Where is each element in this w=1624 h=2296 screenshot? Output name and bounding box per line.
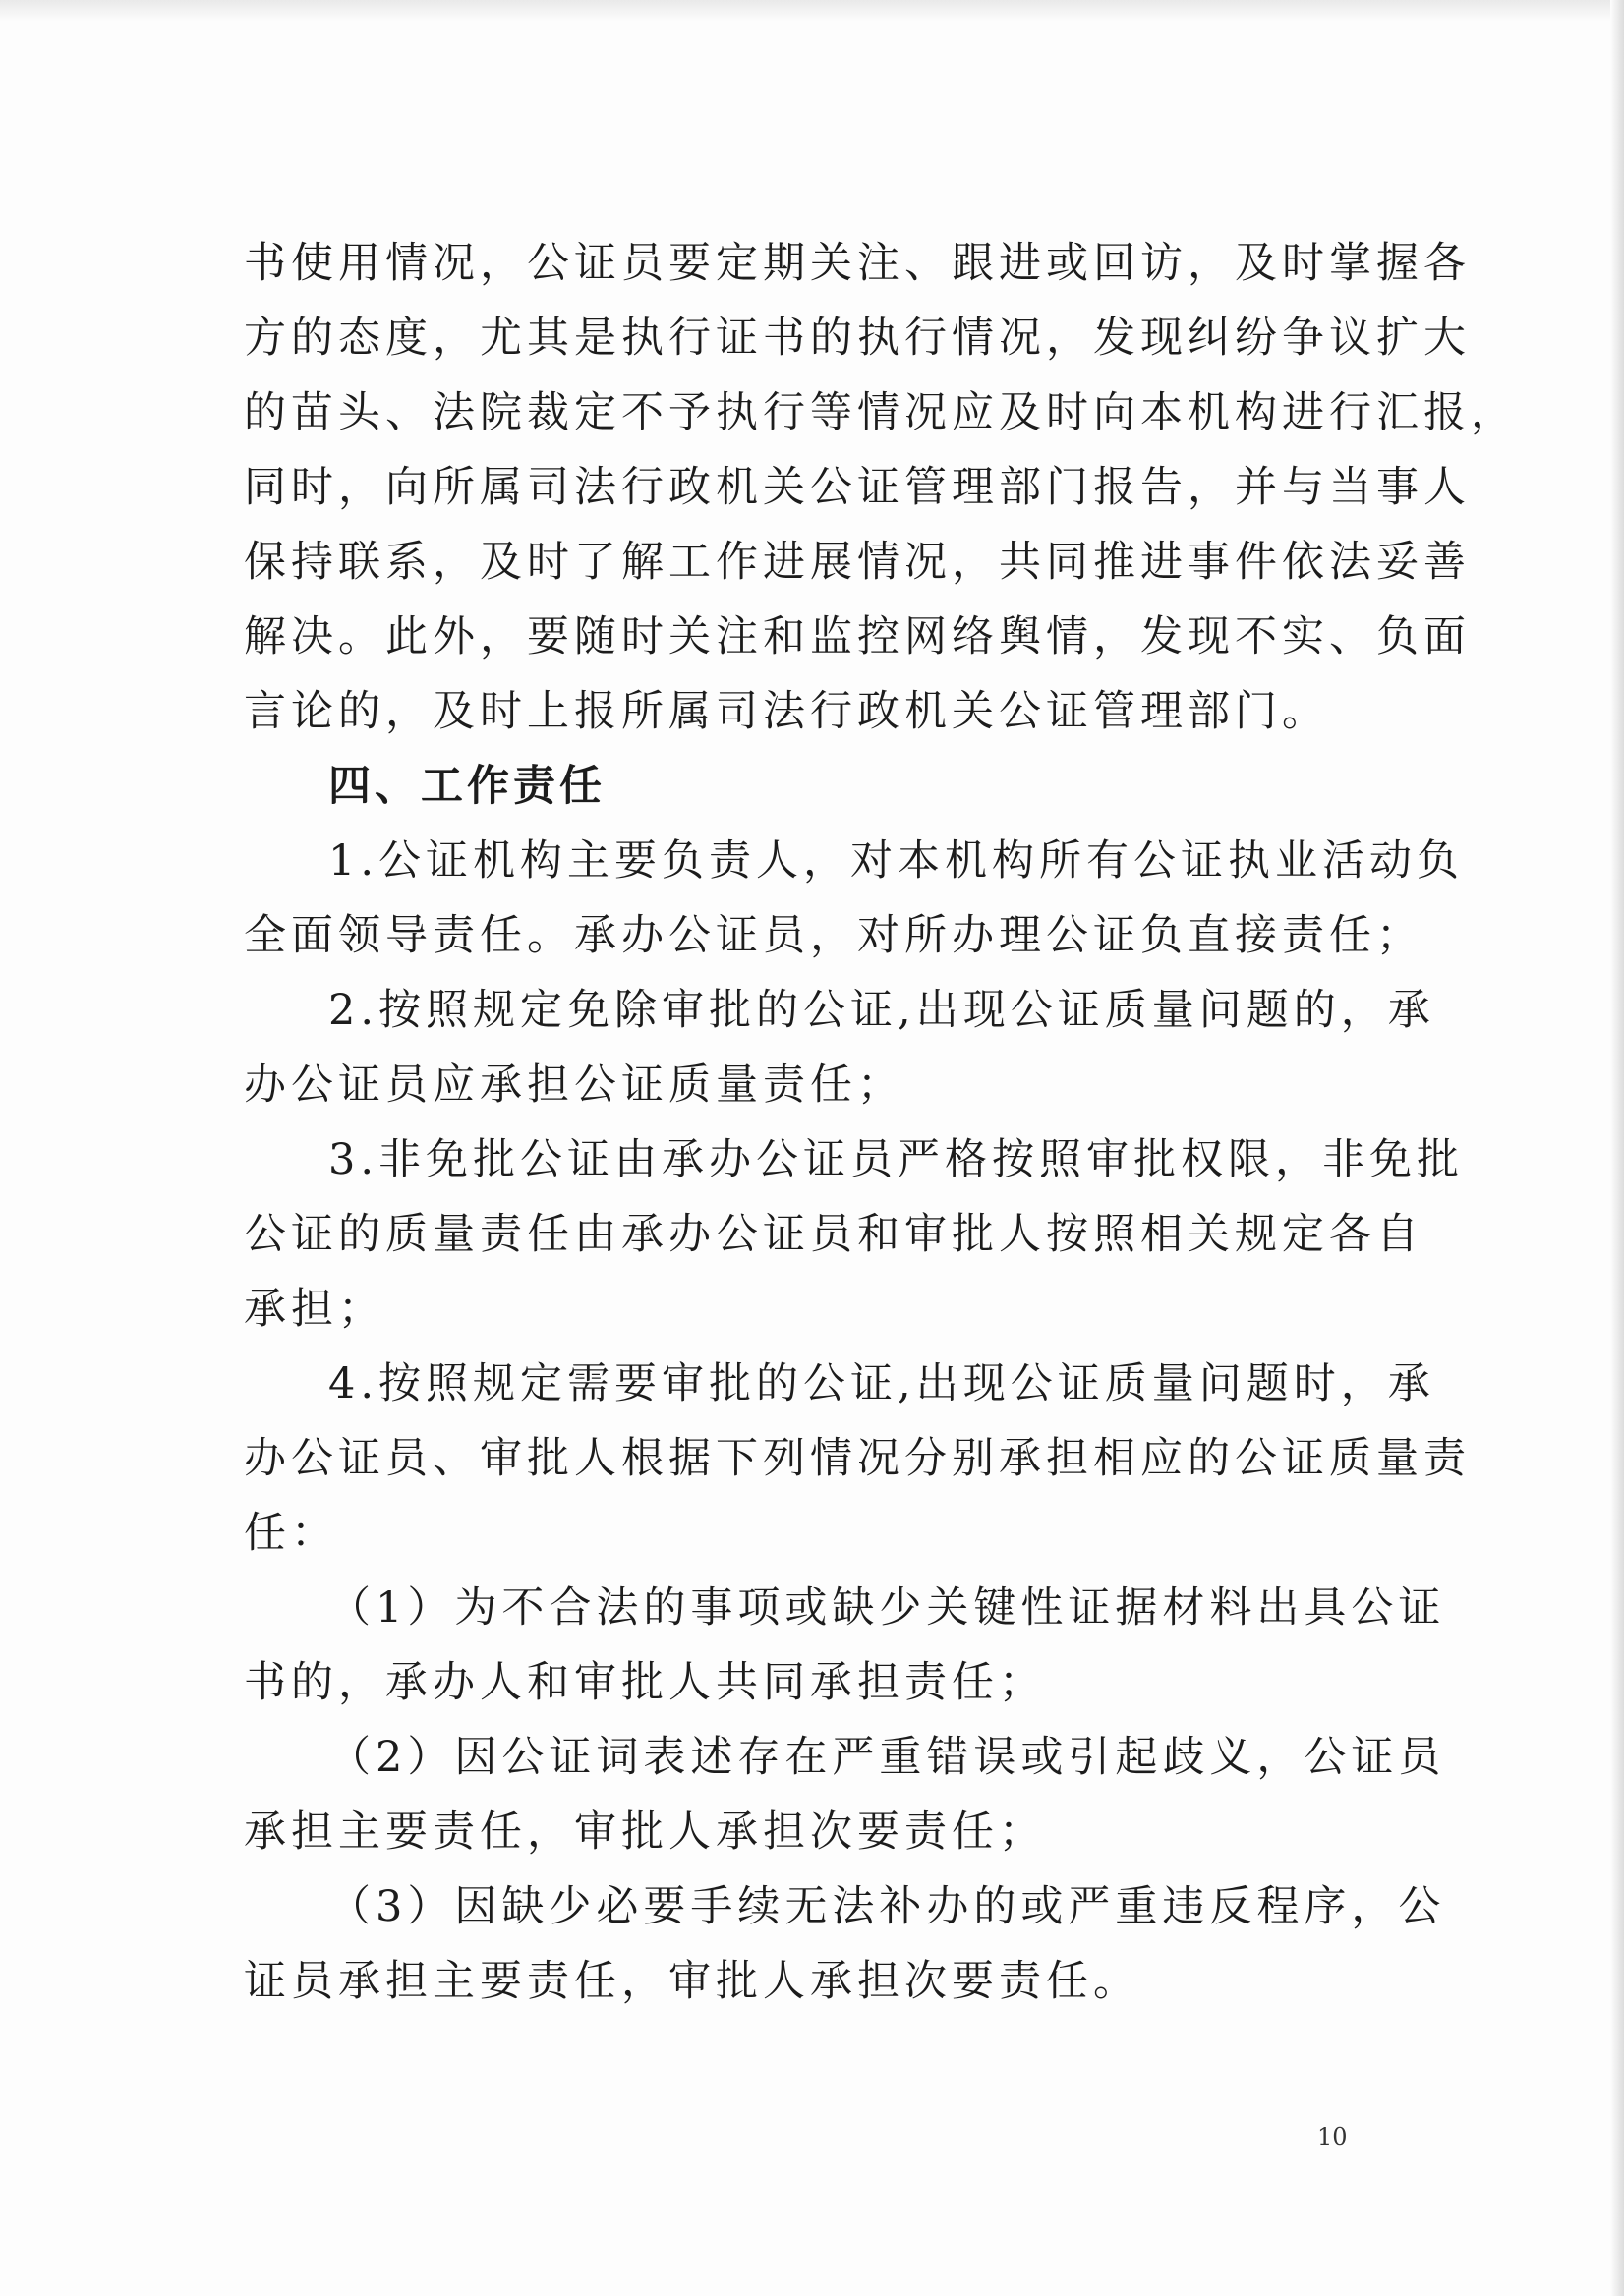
text-line: （1）为不合法的事项或缺少关键性证据材料出具公证 (328, 1583, 1446, 1633)
text-line: 1.公证机构主要负责人，对本机构所有公证执业活动负 (328, 836, 1465, 886)
text-line: 证员承担主要责任，审批人承担次要责任。 (244, 1957, 1140, 2006)
text-line: 3.非免批公证由承办公证员严格按照审批权限，非免批 (328, 1135, 1465, 1184)
text-line: 同时，向所属司法行政机关公证管理部门报告，并与当事人 (244, 463, 1471, 512)
text-line: 办公证员应承担公证质量责任； (244, 1061, 904, 1110)
text-line: 2.按照规定免除审批的公证,出现公证质量问题的，承 (328, 986, 1435, 1035)
sub-list-item (244, 1720, 1446, 1869)
text-line: 承担主要责任，审批人承担次要责任； (244, 1808, 1046, 1857)
text-line: 的苗头、法院裁定不予执行等情况应及时向本机构进行汇报， (244, 388, 1518, 437)
list-item (244, 973, 1435, 1122)
body-text (244, 226, 1518, 2019)
list-item (244, 824, 1465, 973)
text-line: （2）因公证词表述存在严重错误或引起歧义，公证员 (328, 1733, 1446, 1782)
text-line: 4.按照规定需要审批的公证,出现公证质量问题时，承 (328, 1359, 1435, 1408)
text-line: 承担； (244, 1285, 385, 1334)
text-line: 公证的质量责任由承办公证员和审批人按照相关规定各自 (244, 1210, 1423, 1259)
text-line: （3）因缺少必要手续无法补办的或严重违反程序，公 (328, 1882, 1446, 1931)
text-line: 任： (244, 1509, 338, 1558)
text-line: 方的态度，尤其是执行证书的执行情况，发现纠纷争议扩大 (244, 314, 1471, 363)
page-number: 10 (1317, 2123, 1348, 2151)
text-line: 全面领导责任。承办公证员，对所办理公证负直接责任； (244, 911, 1423, 960)
section-heading: 四、工作责任 (328, 762, 606, 811)
text-line: 解决。此外，要随时关注和监控网络舆情，发现不实、负面 (244, 612, 1471, 661)
text-line: 言论的，及时上报所属司法行政机关公证管理部门。 (244, 687, 1329, 736)
scan-edge-top (0, 0, 1624, 22)
text-line: 办公证员、审批人根据下列情况分别承担相应的公证质量责 (244, 1434, 1471, 1483)
paragraph-section3-tail (244, 226, 1518, 749)
text-line: 书使用情况，公证员要定期关注、跟进或回访，及时掌握各 (244, 239, 1471, 288)
scan-edge-right (1610, 0, 1624, 2296)
list-item (244, 1122, 1465, 1347)
text-line: 书的，承办人和审批人共同承担责任； (244, 1658, 1046, 1707)
sub-list-item (244, 1869, 1446, 2019)
list-item (244, 1347, 1471, 1571)
sub-list-item (244, 1571, 1446, 1720)
text-line: 保持联系，及时了解工作进展情况，共同推进事件依法妥善 (244, 538, 1471, 587)
